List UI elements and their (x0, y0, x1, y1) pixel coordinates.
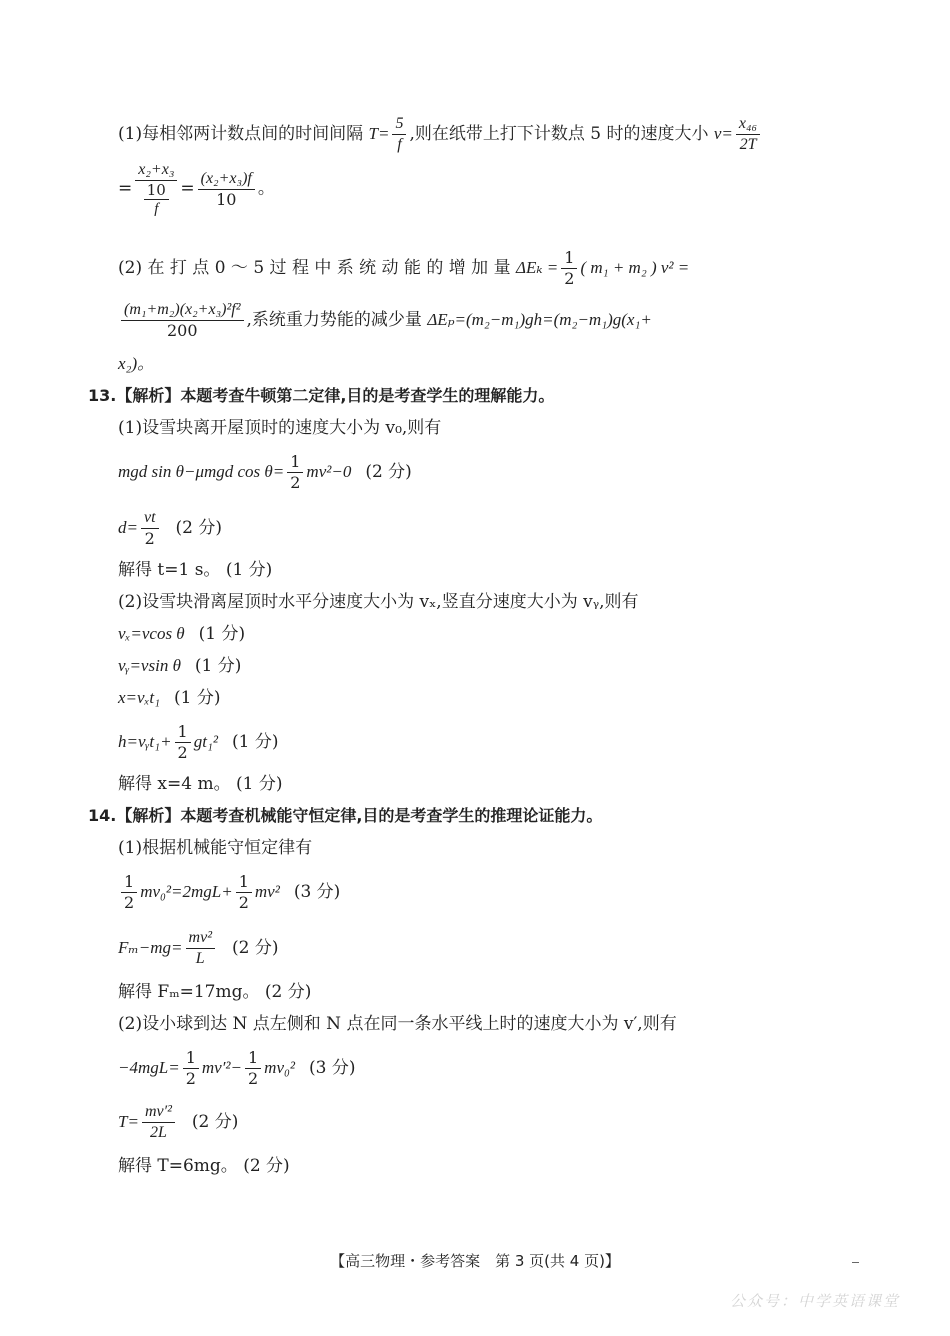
text: (2) 在 打 点 0 ～ 5 过 程 中 系 统 动 能 的 增 加 量 (118, 258, 511, 278)
math: x=vₓt₁ (118, 688, 161, 707)
math: = (180, 178, 195, 199)
score: (2 分) (365, 462, 412, 482)
fraction (245, 1048, 261, 1089)
numerator: 5 (392, 114, 406, 135)
q13-eq3 (118, 622, 245, 646)
math: ΔEₚ=(m₂−m₁)gh=(m₂−m₁)g(x₁+ (427, 310, 652, 329)
score: (1 分) (194, 656, 242, 676)
math: −4mgL= (118, 1058, 180, 1077)
numerator: mv² (186, 928, 215, 949)
denominator: 2 (124, 893, 135, 912)
q13-eq5 (118, 686, 221, 710)
math: v= (713, 124, 733, 143)
fraction (183, 1048, 199, 1089)
numerator: x₄₆ (736, 114, 760, 135)
math: ΔEₖ = (515, 258, 559, 277)
q13-eq6 (118, 722, 278, 763)
math: mv₀² (264, 1058, 296, 1077)
text: 。 (257, 178, 275, 199)
math: gt₁² (193, 732, 218, 751)
fraction (561, 248, 577, 289)
score: (2 分) (231, 938, 279, 958)
q13-result1: 解得 t=1 s。 (1 分) (118, 560, 273, 580)
score: (2 分) (175, 518, 223, 538)
q14-part1: (1)根据机械能守恒定律有 (118, 838, 313, 858)
denominator: L (195, 950, 205, 967)
fraction (121, 300, 244, 341)
numerator: 1 (561, 248, 577, 269)
numerator: 1 (236, 872, 252, 893)
math: mv² (254, 882, 280, 901)
q13-eq4 (118, 654, 241, 678)
numerator: 1 (245, 1048, 261, 1069)
denominator: f (397, 136, 402, 153)
fraction (144, 181, 169, 218)
numerator: (m₁+m₂)(x₂+x₃)²f² (121, 300, 244, 321)
score: (1 分) (198, 624, 246, 644)
score: (3 分) (293, 882, 341, 902)
score: (3 分) (309, 1058, 356, 1078)
fraction (186, 928, 215, 969)
fraction (175, 722, 191, 763)
fraction (287, 452, 303, 493)
denominator: 200 (166, 321, 198, 340)
math: T= (118, 1112, 139, 1131)
q14-eq3 (118, 1048, 356, 1089)
denominator (135, 181, 177, 218)
math: mv²−0 (306, 462, 352, 481)
q14-result1: 解得 Fₘ=17mg。 (2 分) (118, 982, 312, 1002)
line-2 (118, 160, 275, 218)
math: mv₀²=2mgL+ (140, 882, 233, 901)
numerator: mv′² (142, 1102, 175, 1123)
denominator: 2 (290, 473, 301, 492)
denominator: 10 (216, 189, 237, 209)
fraction (135, 160, 177, 218)
q14-result2: 解得 T=6mg。 (2 分) (118, 1156, 290, 1176)
numerator: 1 (183, 1048, 199, 1069)
q14-eq4 (118, 1102, 238, 1143)
q14-eq2 (118, 928, 278, 969)
fraction (392, 114, 406, 155)
fraction (736, 114, 760, 155)
math: h=vᵧt₁+ (118, 732, 172, 751)
numerator: (x₂+x₃)f (198, 169, 255, 190)
q13-part2: (2)设雪块滑离屋顶时水平分速度大小为 vₓ,竖直分速度大小为 vᵧ,则有 (118, 592, 639, 612)
fraction (141, 508, 159, 549)
math: Fₘ−mg= (118, 938, 183, 957)
score: (1 分) (174, 688, 221, 708)
fraction (121, 872, 137, 913)
math: = (118, 178, 133, 199)
denominator: 2 (185, 1069, 196, 1088)
q13-part1: (1)设雪块离开屋顶时的速度大小为 v₀,则有 (118, 418, 442, 438)
numerator: 1 (287, 452, 303, 473)
line-5: x₂)。 (118, 354, 155, 373)
denominator: f (154, 201, 159, 217)
denominator: 2 (564, 269, 575, 288)
math: vᵧ=vsin θ (118, 656, 181, 675)
watermark: 公众号：中学英语课堂 (729, 1292, 900, 1310)
section-13-heading: 13.【解析】本题考查牛顿第二定律,目的是考查学生的理解能力。 (88, 386, 555, 405)
math: mgd sin θ−μmgd cos θ= (118, 462, 285, 481)
q14-part2: (2)设小球到达 N 点左侧和 N 点在同一条水平线上时的速度大小为 v′,则有 (118, 1014, 677, 1034)
numerator: 1 (121, 872, 137, 893)
q13-eq1 (118, 452, 412, 493)
line-1 (118, 114, 763, 155)
fraction (236, 872, 252, 913)
q14-eq1 (118, 872, 340, 913)
numerator: 10 (144, 181, 169, 200)
corner-mark (852, 1262, 859, 1263)
text: ,则在纸带上打下计数点 5 时的速度大小 (409, 124, 709, 144)
numerator: vt (141, 508, 159, 529)
q13-eq2 (118, 508, 222, 549)
text: ,系统重力势能的减少量 (246, 310, 422, 330)
math: T= (368, 124, 390, 143)
page-footer: 【高三物理・参考答案 第 3 页(共 4 页)】 (330, 1252, 620, 1270)
numerator: 1 (175, 722, 191, 743)
math: ( m₁ + m₂ ) v² = (580, 258, 690, 277)
denominator: 2 (177, 743, 188, 762)
denominator: 2 (144, 529, 155, 548)
math: d= (118, 518, 138, 537)
denominator: 2L (149, 1124, 167, 1141)
math: mv′²− (201, 1058, 242, 1077)
denominator: 2 (247, 1069, 259, 1088)
score: (1 分) (231, 732, 279, 752)
numerator: x₂+x₃ (135, 160, 177, 181)
line-3 (118, 248, 689, 289)
q13-result2: 解得 x=4 m。 (1 分) (118, 774, 283, 794)
section-14-heading: 14.【解析】本题考查机械能守恒定律,目的是考查学生的推理论证能力。 (88, 806, 603, 825)
text: (1)每相邻两计数点间的时间间隔 (118, 124, 364, 144)
fraction (198, 169, 255, 210)
score: (2 分) (191, 1112, 239, 1132)
denominator: 2T (739, 136, 757, 153)
denominator: 2 (238, 893, 249, 912)
line-4 (118, 300, 652, 341)
fraction (142, 1102, 175, 1143)
math: vₓ=vcos θ (118, 624, 185, 643)
